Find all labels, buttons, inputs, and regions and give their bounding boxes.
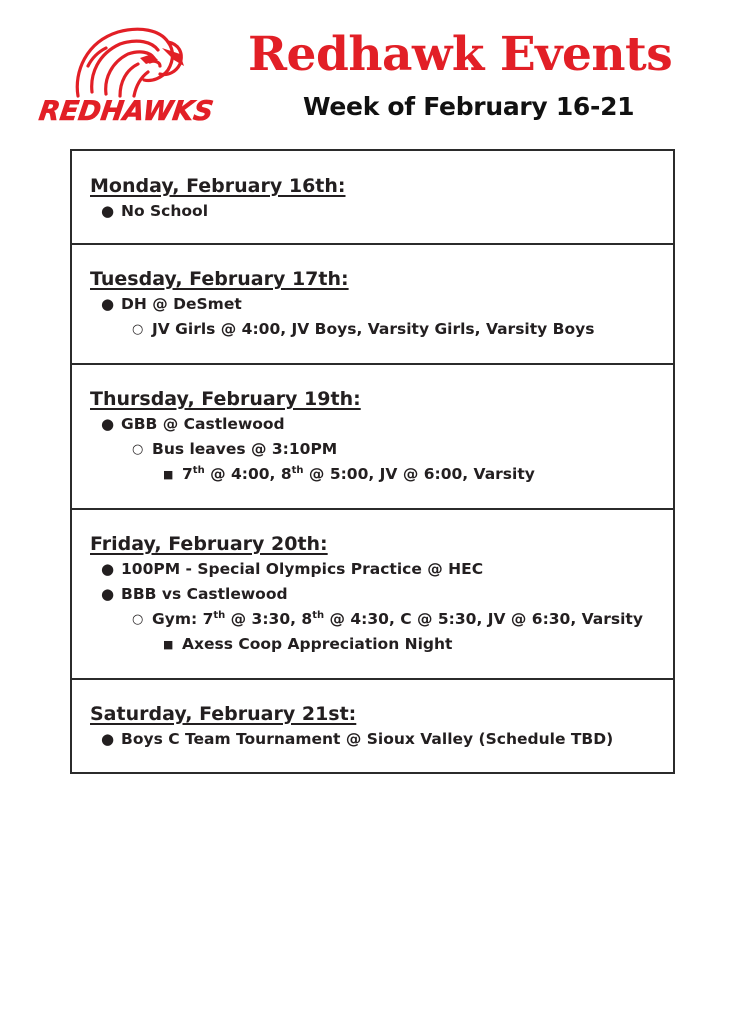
day-block-thursday xyxy=(72,365,673,510)
list-item: ● BBB vs Castlewood xyxy=(90,582,663,607)
list-item: ○ JV Girls @ 4:00, JV Boys, Varsity Girls, Varsity Boys xyxy=(90,317,663,342)
hawk-head-icon xyxy=(77,29,181,96)
list-item: ○ Gym: 7th @ 3:30, 8th @ 4:30, C @ 5:30, JV @ 6:30, Varsity xyxy=(90,607,663,632)
day-heading: Thursday, February 19th: xyxy=(90,388,361,410)
day-block-tuesday xyxy=(72,245,673,365)
bullet-circle-icon: ○ xyxy=(132,322,144,337)
bullet-disc-icon: ● xyxy=(101,730,115,748)
day-block-monday xyxy=(72,151,673,245)
list-item: ● DH @ DeSmet xyxy=(90,292,663,317)
list-item: ● No School xyxy=(90,199,663,224)
events-schedule-table xyxy=(70,149,675,774)
page-subtitle: Week of February 16-21 xyxy=(303,92,635,121)
bullet-disc-icon: ● xyxy=(101,295,115,313)
event-list xyxy=(90,557,663,657)
event-list xyxy=(90,199,663,224)
bullet-disc-icon: ● xyxy=(101,560,115,578)
bullet-circle-icon: ○ xyxy=(132,612,144,627)
bullet-disc-icon: ● xyxy=(101,415,115,433)
list-item: ■ Axess Coop Appreciation Night xyxy=(90,632,663,657)
list-item: ● Boys C Team Tournament @ Sioux Valley (Schedule TBD) xyxy=(90,727,663,752)
day-heading: Tuesday, February 17th: xyxy=(90,268,349,290)
day-heading: Monday, February 16th: xyxy=(90,175,346,197)
day-block-saturday xyxy=(72,680,673,774)
event-list xyxy=(90,727,663,752)
list-item: ○ Bus leaves @ 3:10PM xyxy=(90,437,663,462)
list-item: ● GBB @ Castlewood xyxy=(90,412,663,437)
list-item: ● 100PM - Special Olympics Practice @ HEC xyxy=(90,557,663,582)
logo-wordmark: REDHAWKS xyxy=(37,96,216,127)
bullet-disc-icon: ● xyxy=(101,202,115,220)
page-title: Redhawk Events xyxy=(248,27,673,82)
day-heading: Friday, February 20th: xyxy=(90,533,328,555)
bullet-square-icon: ■ xyxy=(163,468,174,481)
bullet-square-icon: ■ xyxy=(163,638,174,651)
bullet-disc-icon: ● xyxy=(101,585,115,603)
event-list xyxy=(90,292,663,342)
bullet-circle-icon: ○ xyxy=(132,442,144,457)
day-block-friday xyxy=(72,510,673,680)
day-heading: Saturday, February 21st: xyxy=(90,703,357,725)
list-item: ■ 7th @ 4:00, 8th @ 5:00, JV @ 6:00, Varsity xyxy=(90,462,663,487)
redhawks-logo xyxy=(28,20,226,128)
event-list xyxy=(90,412,663,487)
